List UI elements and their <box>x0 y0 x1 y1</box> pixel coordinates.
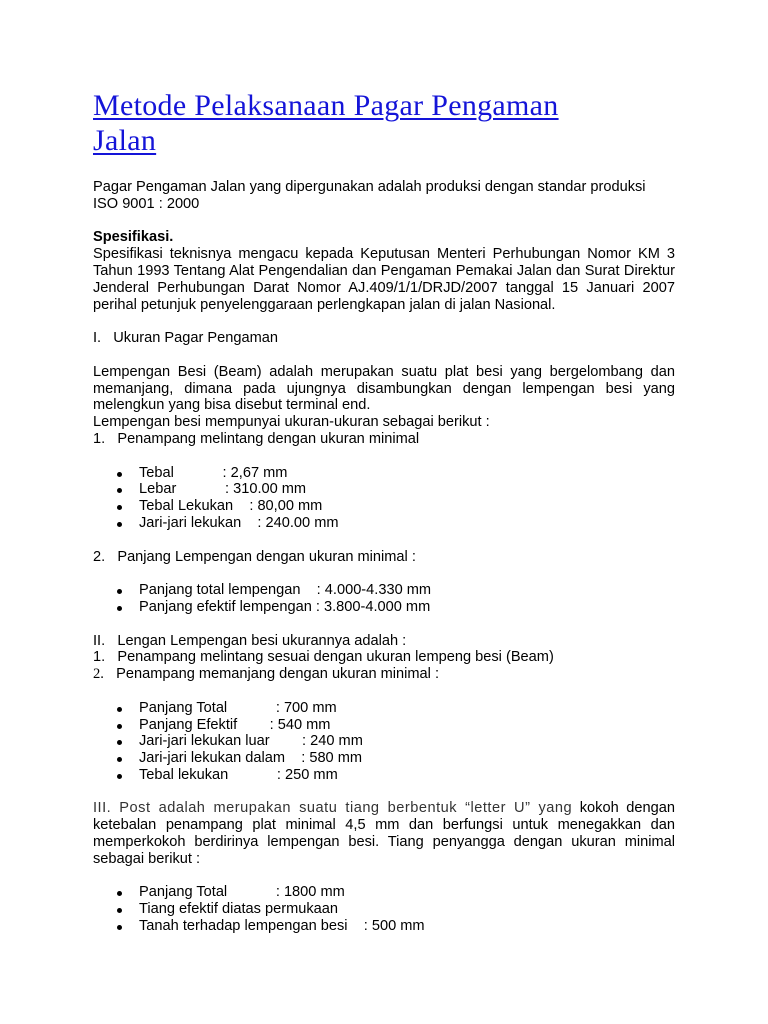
section-2-item-1: 1. Penampang melintang sesuai dengan ukuran lempeng besi (Beam) <box>93 649 554 666</box>
document-page <box>93 88 675 935</box>
section-1-heading: I. Ukuran Pagar Pengaman <box>93 330 278 347</box>
list-item: Tanah terhadap lempengan besi : 500 mm <box>93 918 675 935</box>
title-line-1[interactable]: Metode Pelaksanaan Pagar Pengaman <box>93 89 559 122</box>
spec-paragraph: Spesifikasi teknisnya mengacu kepada Keputusan Menteri Perhubungan Nomor KM 3 Tahun 1993 Tentang Alat Pengendalian dan Pengaman Pemakai Jalan dan Surat Direktur Jenderal Perhubungan Darat Nomor AJ.409/1/1/DRJD/2007 tanggal 15 Januari 2007 perihal petunjuk penyelenggaraan perlengkapan jalan di jalan Nasional. <box>93 246 675 313</box>
spec-heading: Spesifikasi. <box>93 229 174 246</box>
list-item: Jari-jari lekukan dalam : 580 mm <box>93 750 675 767</box>
section-2-item-2 <box>93 666 675 683</box>
list-item: Jari-jari lekukan : 240.00 mm <box>93 515 675 532</box>
beam-paragraph: Lempengan Besi (Beam) adalah merupakan suatu plat besi yang bergelombang dan memanjang, dimana pada ujungnya disambungkan dengan lempengan besi yang melengkun yang bisa disebut terminal end. <box>93 363 675 414</box>
arm-dimensions-list <box>93 700 675 784</box>
list-item: Panjang Efektif : 540 mm <box>93 717 675 734</box>
list-item: Panjang total lempengan : 4.000-4.330 mm <box>93 582 675 599</box>
post-dimensions-list <box>93 884 675 934</box>
list-item: Lebar : 310.00 mm <box>93 481 675 498</box>
intro-paragraph <box>93 179 675 213</box>
numbered-item-2: 2. Panjang Lempengan dengan ukuran minimal : <box>93 548 416 565</box>
beam-sizes-intro: Lempengan besi mempunyai ukuran-ukuran sebagai berikut : <box>93 414 490 431</box>
list-item: Panjang Total : 1800 mm <box>93 884 675 901</box>
intro-line-2: ISO 9001 : 2000 <box>93 195 200 212</box>
title-line-2[interactable]: Jalan <box>93 124 157 157</box>
list-item: Panjang efektif lempengan : 3.800-4.000 mm <box>93 599 675 616</box>
section-3-lead: III. Post adalah merupakan suatu tiang berbentuk “letter U” yang <box>93 800 573 817</box>
list-item: Tebal Lekukan : 80,00 mm <box>93 498 675 515</box>
cross-section-list <box>93 465 675 532</box>
length-list <box>93 582 675 616</box>
section-2-item-2-number: 2. <box>93 666 104 683</box>
page-title[interactable] <box>93 88 675 158</box>
list-item: Tebal lekukan : 250 mm <box>93 767 675 784</box>
numbered-item-1: 1. Penampang melintang dengan ukuran minimal <box>93 430 420 447</box>
section-2-item-2-text: Penampang memanjang dengan ukuran minimal : <box>103 666 439 683</box>
section-2-heading: II. Lengan Lempengan besi ukurannya adalah : <box>93 632 407 649</box>
section-3-paragraph <box>93 800 675 867</box>
section-3-rest: kokoh dengan ketebalan penampang plat minimal 4,5 mm dan berfungsi untuk menegakkan dan memperkokoh berdirinya lempengan besi. Tiang penyangga dengan ukuran minimal sebagai berikut : <box>93 800 675 867</box>
intro-line-1: Pagar Pengaman Jalan yang dipergunakan adalah produksi dengan standar produksi <box>93 179 646 195</box>
list-item: Tiang efektif diatas permukaan <box>93 901 675 918</box>
list-item: Jari-jari lekukan luar : 240 mm <box>93 733 675 750</box>
list-item: Tebal : 2,67 mm <box>93 465 675 482</box>
list-item: Panjang Total : 700 mm <box>93 700 675 717</box>
